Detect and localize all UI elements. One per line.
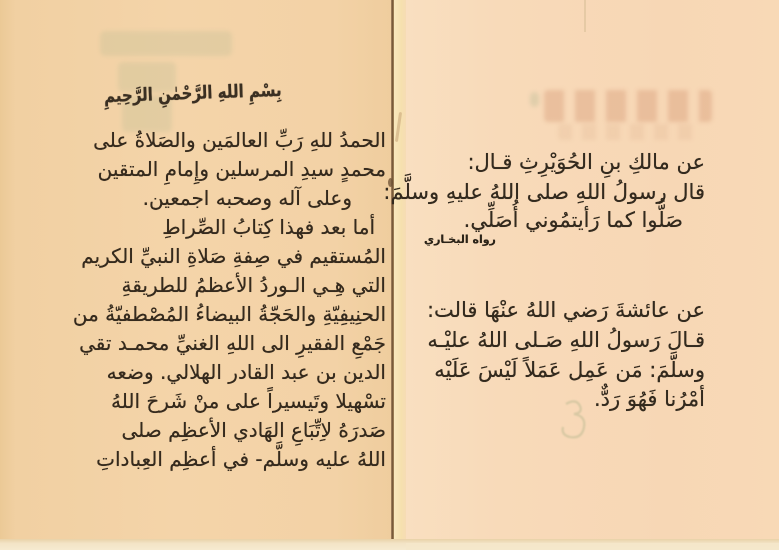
scratch-mark xyxy=(584,0,586,32)
hadith-attribution: رواه البخـاري xyxy=(424,233,496,246)
ghost-showthrough-mark xyxy=(100,31,232,56)
text-line: تسْهيلا وتَيسيراً على منْ شَرحَ اللهُ xyxy=(111,389,386,413)
text-line: الحمدُ للهِ رَبِّ العالمَين والصَلاةُ على xyxy=(93,128,386,152)
hadith-line: وسلَّمَ: مَن عَمِل عَمَلاً لَيْسَ عَلَيْه xyxy=(434,358,705,382)
hadith-line: صَلُّوا كما رَأيتمُوني أُصَلِّي. xyxy=(463,208,683,232)
text-line: صَدرَهُ لاِتِّبَاعِ الهَادي الأعظِم صلى xyxy=(121,418,386,442)
hadith-line: قال رسولُ اللهِ صلى اللهُ عليهِ وسلَّمَ: xyxy=(383,180,705,204)
text-line: المُستقيم في صِفةِ صَلاةِ النبيِّ الكريم xyxy=(81,244,386,268)
text-line: أما بعد فهذا كِتابُ الصِّراطِ xyxy=(162,215,375,239)
ghost-swirl-mark xyxy=(548,398,600,446)
right-page xyxy=(383,0,779,550)
ghost-subtitle-showthrough xyxy=(558,124,698,140)
text-line: اللهُ عليه وسلَّم- في أعظِم العِباداتِ xyxy=(96,447,386,471)
text-line: جَمْعِ الفقيرِ الى اللهِ الغنيِّ محمـد تقي xyxy=(79,331,386,355)
text-line: محمدٍ سيدِ المرسلين وإِمامِ المتقين xyxy=(97,157,386,181)
text-line: وعلى آله وصحبه اجمعين. xyxy=(142,186,352,210)
ghost-title-showthrough xyxy=(544,90,712,122)
basmala-calligraphy: بِسْمِ اللهِ الرَّحْمٰنِ الرَّحِيمِ xyxy=(104,79,283,107)
hadith-line: عن مالكِ بنِ الحُوَيْرِثِ قـال: xyxy=(467,150,705,174)
scan-bottom-edge-right xyxy=(406,543,779,550)
page-edge-highlight xyxy=(394,0,406,550)
ghost-showthrough-mark xyxy=(530,92,539,107)
text-line: الدين بن عبد القادر الهلالي. وضعه xyxy=(106,360,386,384)
text-line: الحنِيفِيّةِ والحَجّةُ البيضاءُ المُصْطفيّةُ من xyxy=(72,302,386,326)
text-line: التي هِـي الـوردُ الأعظمُ للطريقةِ xyxy=(121,273,386,297)
hadith-line: عن عائشةَ رَضي اللهُ عنْهَا قالت: xyxy=(426,298,705,322)
hadith-line: قـالَ رَسولُ اللهِ صَـلى اللهُ عليْـه xyxy=(427,328,705,352)
hadith-line: أمْرُنا فَهُوَ رَدٌّ. xyxy=(594,387,705,411)
